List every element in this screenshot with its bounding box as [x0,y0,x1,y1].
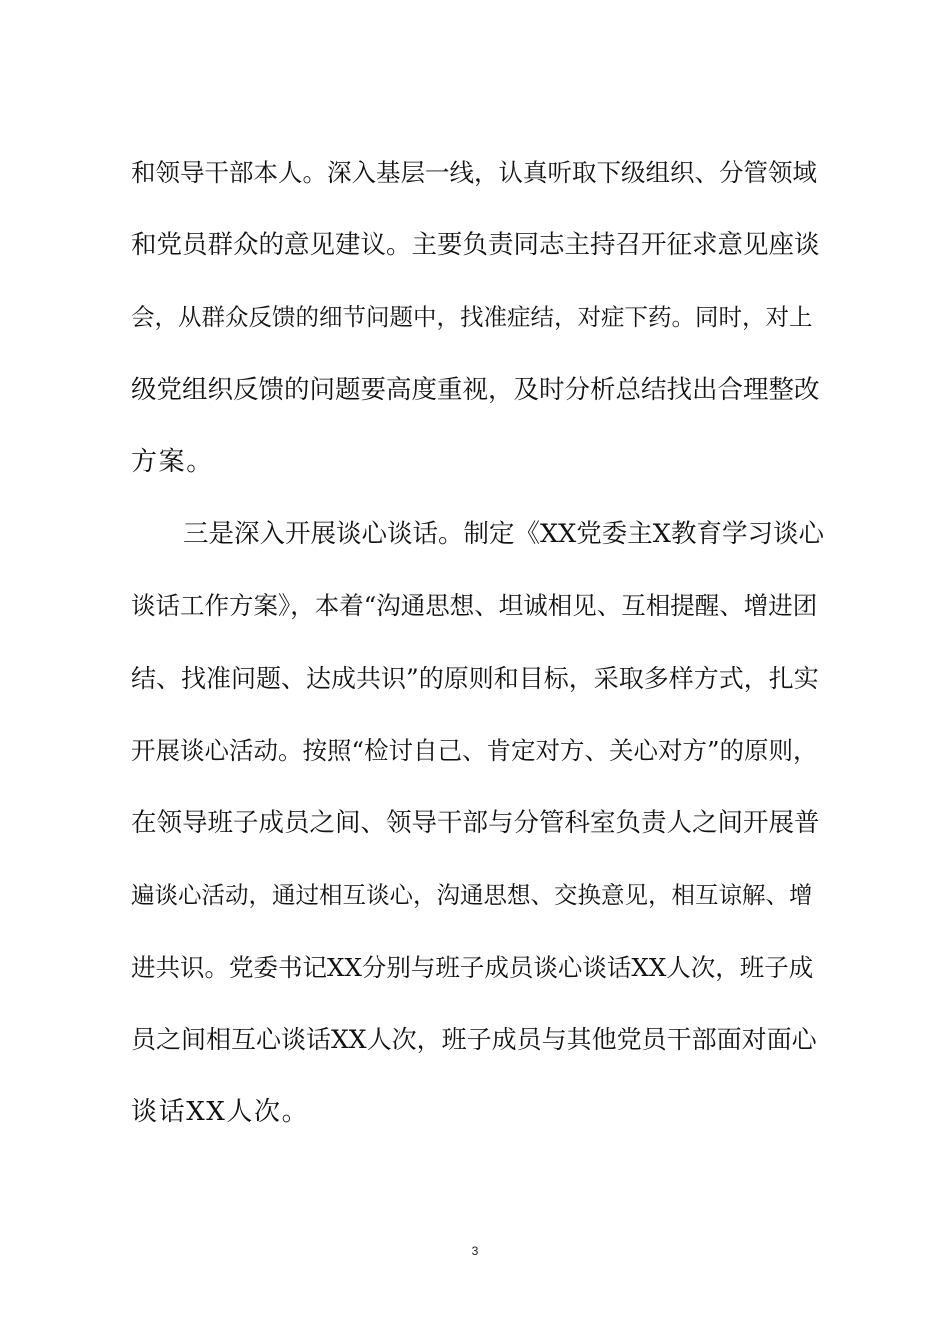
paragraph-2-line-6: 遍谈心活动，通过相互谈心，沟通思想、交换意见，相互谅解、增 [131,881,813,909]
page-number: 3 [471,1244,479,1258]
paragraph-1-line-5: 方案。 [131,447,214,477]
paragraph-2-line-7: 进共识。党委书记XX分别与班子成员谈心谈话XX人次，班子成 [131,953,814,982]
paragraph-2-line-3: 结、找准问题、达成共识”的原则和目标，采取多样方式，扎实 [131,664,819,693]
paragraph-2-line-4: 开展谈心活动。按照“检讨自己、肯定对方、关心对方”的原则， [131,736,818,765]
paragraph-2-line-5: 在领导班子成员之间、领导干部与分管科室负责人之间开展普 [131,808,820,838]
paragraph-1-line-3: 会，从群众反馈的细节问题中，找准症结，对症下药。同时，对上 [131,303,813,331]
paragraph-2-line-2: 谈话工作方案》，本着“沟通思想、坦诚相见、互相提醒、增进团 [131,591,818,620]
paragraph-1-line-1: 和领导干部本人。深入基层一线，认真听取下级组织、分管领域 [131,158,817,187]
paragraph-1-line-2: 和党员群众的意见建议。主要负责同志主持召开征求意见座谈 [131,230,820,260]
paragraph-2-line-8: 员之间相互心谈话XX人次，班子成员与其他党员干部面对面心 [131,1025,817,1054]
paragraph-2-line-9: 谈话XX人次。 [131,1097,310,1127]
paragraph-1-line-4: 级党组织反馈的问题要高度重视，及时分析总结找出合理整改 [131,375,820,405]
paragraph-2-line-1: 三是深入开展谈心谈话。制定《XX党委主X教育学习谈心 [183,519,824,549]
